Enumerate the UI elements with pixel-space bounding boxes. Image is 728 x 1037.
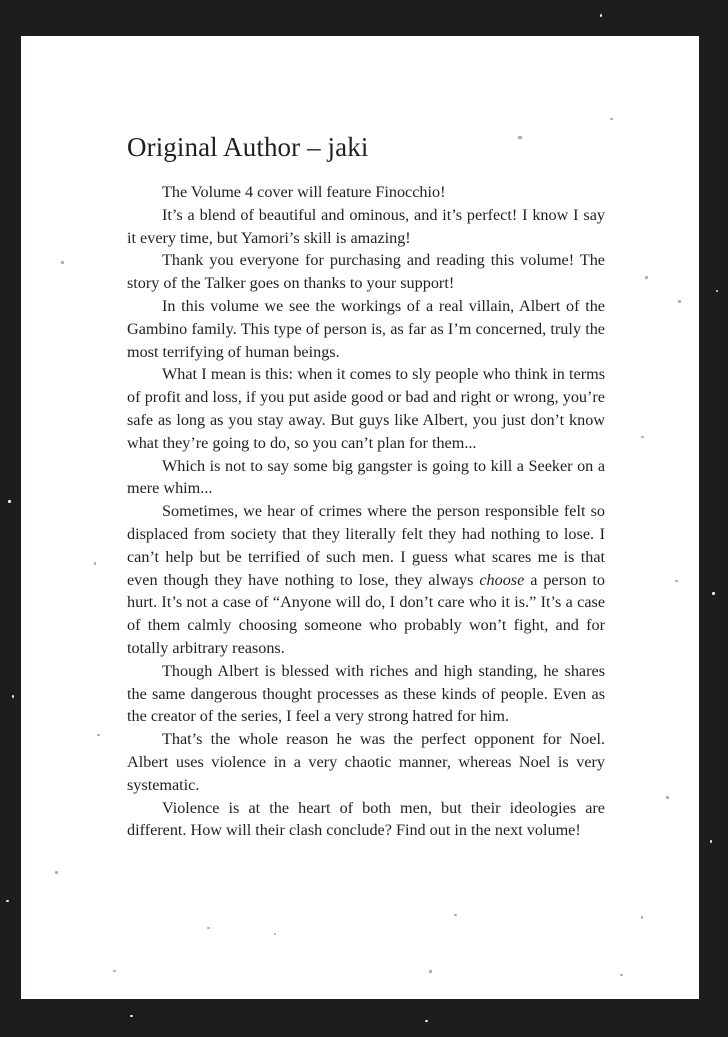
paper-speck: [610, 118, 613, 120]
paper-speck: [274, 933, 276, 935]
paper-speck: [641, 436, 644, 438]
paragraph: What I mean is this: when it comes to sly people who think in terms of profit and loss, if you put aside good or bad and right or wrong, you’re safe as long as you stay away. But guys like Albert, you just don’t know what they’re going to do, so you can’t plan for them...: [127, 365, 605, 452]
border-speck: [8, 500, 11, 503]
paragraph: That’s the whole reason he was the perfect opponent for Noel. Albert uses violence in a very chaotic manner, whereas Noel is very systematic.: [127, 730, 605, 794]
border-speck: [6, 900, 9, 902]
emphasized-word: choose: [479, 570, 525, 589]
border-speck: [425, 1020, 428, 1022]
paragraph: Thank you everyone for purchasing and reading this volume! The story of the Talker goes on thanks to your support!: [127, 251, 605, 293]
paper-speck: [207, 927, 210, 929]
border-speck: [600, 14, 602, 17]
paper-speck: [666, 796, 669, 799]
page-title: Original Author – jaki: [127, 132, 369, 162]
paper-speck: [678, 300, 681, 303]
paper-speck: [113, 970, 116, 972]
paragraph: It’s a blend of beautiful and ominous, and it’s perfect! I know I say it every time, but Yamori’s skill is amazing!: [127, 205, 605, 247]
paragraph: [127, 500, 605, 660]
border-speck: [710, 840, 712, 843]
paragraph: Which is not to say some big gangster is going to kill a Seeker on a mere whim...: [127, 456, 605, 498]
paper-speck: [429, 970, 432, 973]
paper-speck: [675, 580, 678, 582]
paper-speck: [645, 276, 648, 279]
paragraph-text: a person to hurt. It’s not a case of “Anyone will do, I don’t care who it is.” It’s a case of them calmly choosing someone who probably won’t fight, and for totally arbitrary reasons.: [127, 570, 606, 657]
paragraph: Violence is at the heart of both men, but their ideologies are different. How will their clash conclude? Find out in the next volume!: [127, 798, 605, 840]
paper-speck: [94, 562, 96, 565]
border-speck: [12, 695, 14, 698]
border-speck: [712, 592, 715, 595]
paper-speck: [454, 914, 457, 916]
paper-speck: [55, 871, 58, 874]
paragraph: Though Albert is blessed with riches and high standing, he shares the same dangerous thought processes as these kinds of people. Even as the creator of the series, I feel a very strong hatred for him.: [127, 661, 605, 726]
border-speck: [716, 290, 718, 292]
paper-speck: [620, 974, 623, 976]
document-page: [21, 36, 699, 999]
paper-speck: [97, 734, 100, 736]
paper-speck: [641, 916, 643, 919]
paragraph: The Volume 4 cover will feature Finocchio!: [162, 183, 446, 201]
paragraph-text: Sometimes, we hear of crimes where the person responsible felt so displaced from society that they literally felt they had nothing to lose. I can’t help but be terrified of such men. I guess what scares me is that even though they have nothing to lose, they always: [127, 502, 605, 589]
paragraph: In this volume we see the workings of a real villain, Albert of the Gambino family. This type of person is, as far as I’m concerned, truly the most terrifying of human beings.: [127, 296, 605, 361]
author-note: [127, 130, 605, 842]
border-speck: [130, 1015, 133, 1017]
paper-speck: [61, 261, 64, 264]
